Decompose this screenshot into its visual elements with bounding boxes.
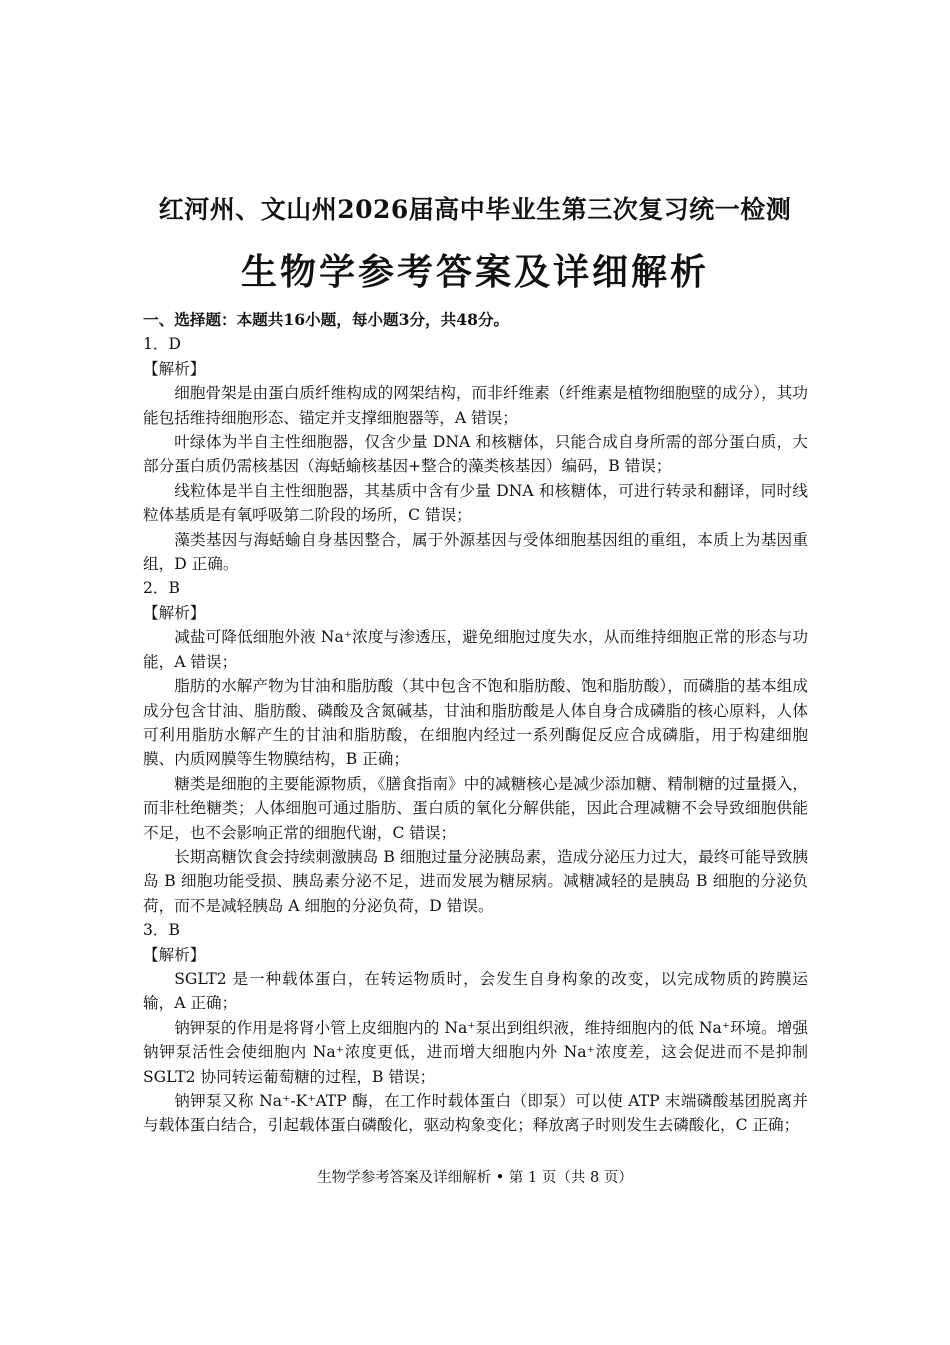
q2-paragraph-d: 长期高糖饮食会持续刺激胰岛 B 细胞过量分泌胰岛素，造成分泌压力过大，最终可能导致胰岛 B 细胞功能受损、胰岛素分泌不足，进而发展为糖尿病。减糖减轻的是胰岛 B 细胞的分泌负荷，而不是减轻胰岛 A 细胞的分泌负荷，D 错误。 bbox=[143, 847, 808, 915]
q2-paragraph-c: 糖类是细胞的主要能源物质，《膳食指南》中的减糖核心是减少添加糖、精制糖的过量摄入，而非杜绝糖类；人体细胞可通过脂肪、蛋白质的氧化分解供能，因此合理减糖不会导致细胞供能不足，也不会影响正常的细胞代谢，C 错误； bbox=[143, 774, 808, 842]
q3-paragraph-c: 钠钾泵又称 Na⁺-K⁺ATP 酶，在工作时载体蛋白（即泵）可以使 ATP 末端磷酸基团脱离并与载体蛋白结合，引起载体蛋白磷酸化，驱动构象变化；释放离子时则发生去磷酸化，C 正确； bbox=[143, 1092, 808, 1135]
analysis-label: 【解析】 bbox=[143, 945, 206, 964]
section-heading: 一、选择题：本题共16小题，每小题3分，共48分。 bbox=[143, 310, 510, 329]
q1-paragraph-a: 细胞骨架是由蛋白质纤维构成的网架结构，而非纤维素（纤维素是植物细胞壁的成分），其功能包括维持细胞形态、锚定并支撑细胞器等，A 错误； bbox=[143, 384, 808, 427]
page-footer: 生物学参考答案及详细解析 • 第 1 页（共 8 页） bbox=[317, 1170, 633, 1186]
answer-3: 3．B bbox=[143, 921, 180, 940]
q3-paragraph-a: SGLT2 是一种载体蛋白，在转运物质时，会发生自身构象的改变，以完成物质的跨膜运输，A 正确； bbox=[143, 969, 808, 1013]
analysis-label: 【解析】 bbox=[143, 359, 206, 378]
analysis-label: 【解析】 bbox=[143, 603, 206, 622]
answer-1: 1．D bbox=[143, 335, 182, 354]
answer-2: 2．B bbox=[143, 579, 180, 598]
q1-paragraph-d: 藻类基因与海蛞蝓自身基因整合，属于外源基因与受体细胞基因组的重组，本质上为基因重组，D 正确。 bbox=[143, 530, 808, 574]
q2-paragraph-a: 减盐可降低细胞外液 Na⁺浓度与渗透压，避免细胞过度失水，从而维持细胞正常的形态与功能，A 错误； bbox=[143, 628, 808, 671]
q1-paragraph-b: 叶绿体为半自主性细胞器，仅含少量 DNA 和核糖体，只能合成自身所需的部分蛋白质，大部分蛋白质仍需核基因（海蛞蝓核基因+整合的藻类核基因）编码，B 错误； bbox=[143, 433, 808, 476]
q1-paragraph-c: 线粒体是半自主性细胞器，其基质中含有少量 DNA 和核糖体，可进行转录和翻译，同时线粒体基质是有氧呼吸第二阶段的场所，C 错误； bbox=[143, 481, 808, 525]
q3-paragraph-b: 钠钾泵的作用是将肾小管上皮细胞内的 Na⁺泵出到组织液，维持细胞内的低 Na⁺环境。增强钠钾泵活性会使细胞内 Na⁺浓度更低，进而增大细胞内外 Na⁺浓度差，这会促进而不是抑制 SGLT2 协同转运葡萄糖的过程，B 错误； bbox=[143, 1018, 808, 1086]
q2-paragraph-b: 脂肪的水解产物为甘油和脂肪酸（其中包含不饱和脂肪酸、饱和脂肪酸），而磷脂的基本组成成分包含甘油、脂肪酸、磷酸及含氮碱基，甘油和脂肪酸是人体自身合成磷脂的核心原料，人体可利用脂肪水解产生的甘油和脂肪酸，在细胞内经过一系列酶促反应合成磷脂，用于构建细胞膜、内质网膜等生物膜结构，B 正确； bbox=[143, 677, 808, 769]
document-body bbox=[143, 308, 808, 1138]
document-title: 生物学参考答案及详细解析 bbox=[240, 251, 709, 293]
exam-title: 红河州、文山州2026届高中毕业生第三次复习统一检测 bbox=[158, 195, 792, 224]
